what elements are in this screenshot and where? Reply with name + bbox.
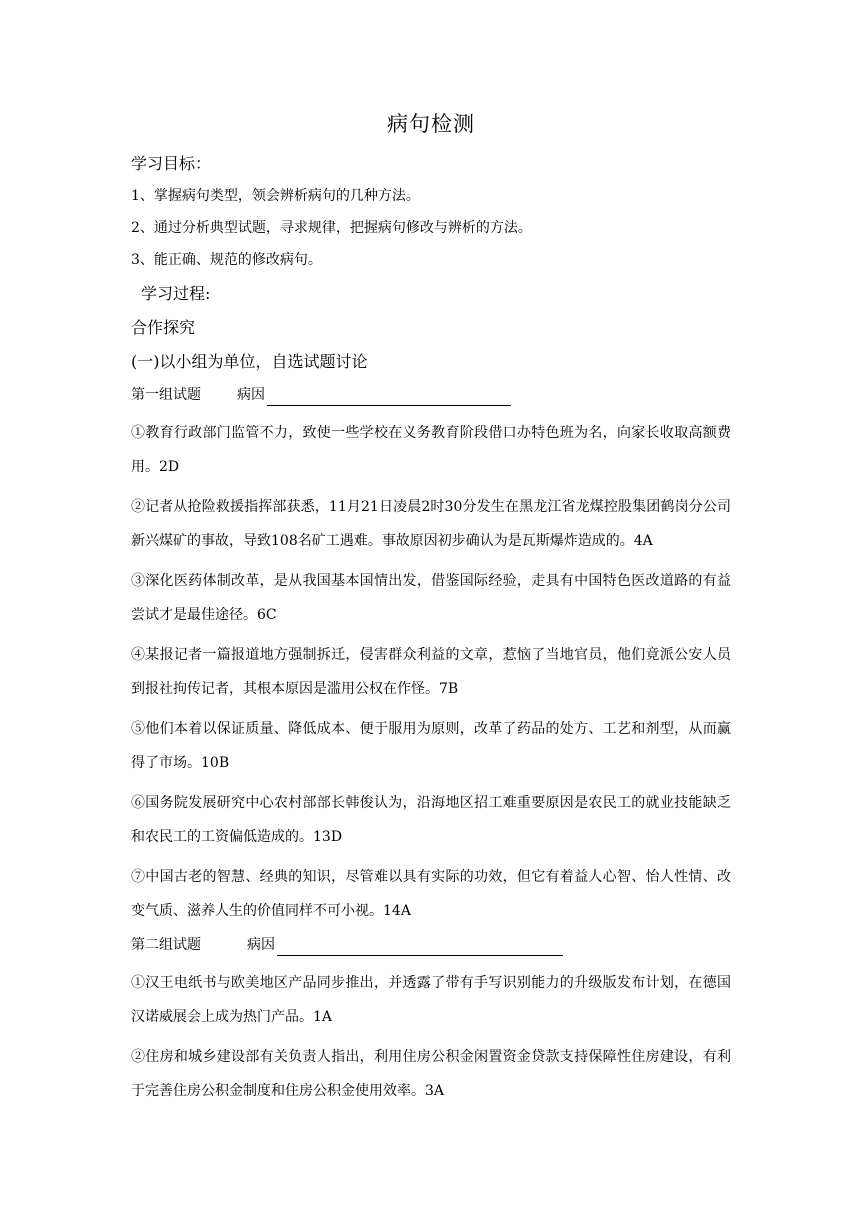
objective-item: 3、能正确、规范的修改病句。 — [131, 252, 322, 268]
group2-label: 第二组试题 — [131, 937, 201, 953]
group2-cause-blank[interactable] — [277, 937, 563, 956]
group1-cause-label: 病因 — [237, 387, 265, 403]
objective-item: 1、掌握病句类型，领会辨析病句的几种方法。 — [131, 188, 420, 204]
group1-label: 第一组试题 — [131, 387, 201, 403]
question-item: ④某报记者一篇报道地方强制拆迁，侵害群众利益的文章，惹恼了当地官员，他们竟派公安人员到报社拘传记者，其根本原因是滥用公权在作怪。7B — [131, 647, 731, 697]
objective-item: 2、通过分析典型试题，寻求规律，把握病句修改与辨析的方法。 — [131, 220, 532, 236]
question-item: ⑤他们本着以保证质量、降低成本、便于服用为原则，改革了药品的处方、工艺和剂型，从而赢得了市场。10B — [131, 721, 731, 771]
group2-cause-label: 病因 — [247, 937, 275, 953]
objectives-heading: 学习目标： — [131, 154, 212, 173]
group1-cause-blank[interactable] — [267, 387, 511, 406]
group2-header — [131, 934, 731, 956]
cooperate-heading: 合作探究 — [131, 318, 196, 337]
question-item: ①教育行政部门监管不力，致使一些学校在义务教育阶段借口办特色班为名，向家长收取高额费用。2D — [131, 425, 731, 475]
group1-header — [131, 384, 731, 406]
document-page — [131, 108, 731, 1114]
process-heading: 学习过程: — [141, 284, 211, 303]
question-item: ②记者从抢险救援指挥部获悉，11月21日凌晨2时30分发生在黑龙江省龙煤控股集团鹤岗分公司新兴煤矿的事故，导致108名矿工遇难。事故原因初步确认为是瓦斯爆炸造成的。4A — [131, 499, 731, 549]
question-item: ②住房和城乡建设部有关负责人指出，利用住房公积金闲置资金贷款支持保障性住房建设，有利于完善住房公积金制度和住房公积金使用效率。3A — [131, 1049, 731, 1099]
question-item: ①汉王电纸书与欧美地区产品同步推出，并透露了带有手写识别能力的升级版发布计划，在德国汉诺威展会上成为热门产品。1A — [131, 975, 731, 1025]
question-item: ⑦中国古老的智慧、经典的知识，尽管难以具有实际的功效，但它有着益人心智、怡人性情、改变气质、滋养人生的价值同样不可小视。14A — [131, 869, 731, 919]
question-item: ③深化医药体制改革，是从我国基本国情出发，借鉴国际经验，走具有中国特色医改道路的有益尝试才是最佳途径。6C — [131, 573, 731, 623]
page-title: 病句检测 — [387, 112, 475, 136]
section1-heading: (一)以小组为单位，自选试题讨论 — [131, 352, 368, 371]
question-item: ⑥国务院发展研究中心农村部部长韩俊认为，沿海地区招工难重要原因是农民工的就业技能缺乏和农民工的工资偏低造成的。13D — [131, 795, 731, 845]
